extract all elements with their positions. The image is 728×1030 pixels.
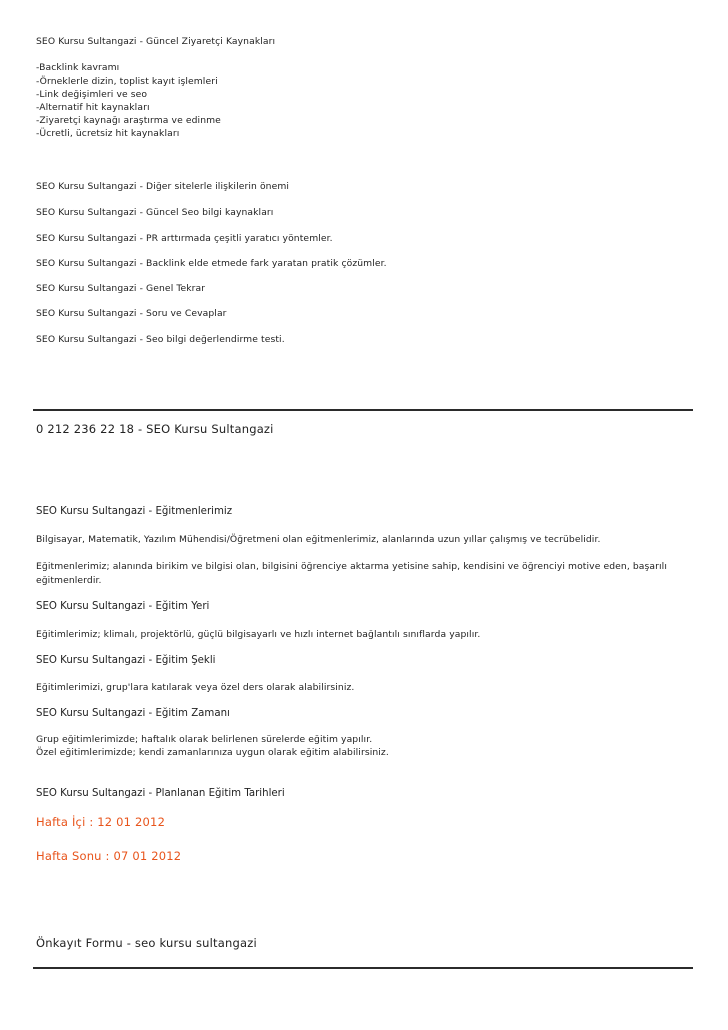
- time-text: Özel eğitimlerimizde; kendi zamanlarınıza uygun olarak eğitim alabilirsiniz.: [36, 747, 389, 758]
- topic-line: SEO Kursu Sultangazi - Diğer sitelerle ilişkilerin önemi: [36, 181, 290, 192]
- topic-line: SEO Kursu Sultangazi - PR arttırmada çeşitli yaratıcı yöntemler.: [36, 233, 333, 244]
- phone-heading: 0 212 236 22 18 - SEO Kursu Sultangazi: [36, 422, 274, 436]
- instructors-heading: SEO Kursu Sultangazi - Eğitmenlerimiz: [36, 506, 233, 517]
- topic-line: SEO Kursu Sultangazi - Genel Tekrar: [36, 283, 206, 294]
- format-text: Eğitimlerimizi, grup'lara katılarak veya özel ders olarak alabilirsiniz.: [36, 682, 355, 693]
- list-item: -Link değişimleri ve seo: [36, 89, 148, 100]
- list-item: -Ziyaretçi kaynağı araştırma ve edinme: [36, 115, 221, 126]
- list-item: -Backlink kavramı: [36, 62, 120, 73]
- list-item: -Ücretli, ücretsiz hit kaynakları: [36, 128, 180, 139]
- section-heading-visitor-sources: SEO Kursu Sultangazi - Güncel Ziyaretçi Kaynakları: [36, 36, 276, 47]
- list-item: -Örneklerle dizin, toplist kayıt işlemleri: [36, 76, 218, 87]
- weekend-date: Hafta Sonu : 07 01 2012: [36, 849, 182, 863]
- divider: [33, 409, 693, 411]
- location-heading: SEO Kursu Sultangazi - Eğitim Yeri: [36, 601, 210, 612]
- instructors-paragraph: eğitmenlerdir.: [36, 575, 102, 586]
- preregistration-form-heading: Önkayıt Formu - seo kursu sultangazi: [36, 936, 257, 950]
- time-heading: SEO Kursu Sultangazi - Eğitim Zamanı: [36, 708, 230, 719]
- divider: [33, 967, 693, 969]
- weekday-date: Hafta İçi : 12 01 2012: [36, 815, 166, 829]
- topic-line: SEO Kursu Sultangazi - Backlink elde etmede fark yaratan pratik çözümler.: [36, 258, 387, 269]
- schedule-heading: SEO Kursu Sultangazi - Planlanan Eğitim Tarihleri: [36, 788, 285, 799]
- topic-line: SEO Kursu Sultangazi - Soru ve Cevaplar: [36, 308, 227, 319]
- instructors-paragraph: Eğitmenlerimiz; alanında birikim ve bilgisi olan, bilgisini öğrenciye aktarma yetisine sahip, kendisini ve öğrenciyi motive eden, başarılı: [36, 561, 667, 572]
- list-item: -Alternatif hit kaynakları: [36, 102, 150, 113]
- format-heading: SEO Kursu Sultangazi - Eğitim Şekli: [36, 655, 216, 666]
- time-text: Grup eğitimlerimizde; haftalık olarak belirlenen sürelerde eğitim yapılır.: [36, 734, 373, 745]
- topic-line: SEO Kursu Sultangazi - Güncel Seo bilgi kaynakları: [36, 207, 274, 218]
- location-text: Eğitimlerimiz; klimalı, projektörlü, güçlü bilgisayarlı ve hızlı internet bağlantılı sınıflarda yapılır.: [36, 629, 481, 640]
- topic-line: SEO Kursu Sultangazi - Seo bilgi değerlendirme testi.: [36, 334, 285, 345]
- instructors-paragraph: Bilgisayar, Matematik, Yazılım Mühendisi/Öğretmeni olan eğitmenlerimiz, alanlarında uzun yıllar çalışmış ve tecrübelidir.: [36, 534, 601, 545]
